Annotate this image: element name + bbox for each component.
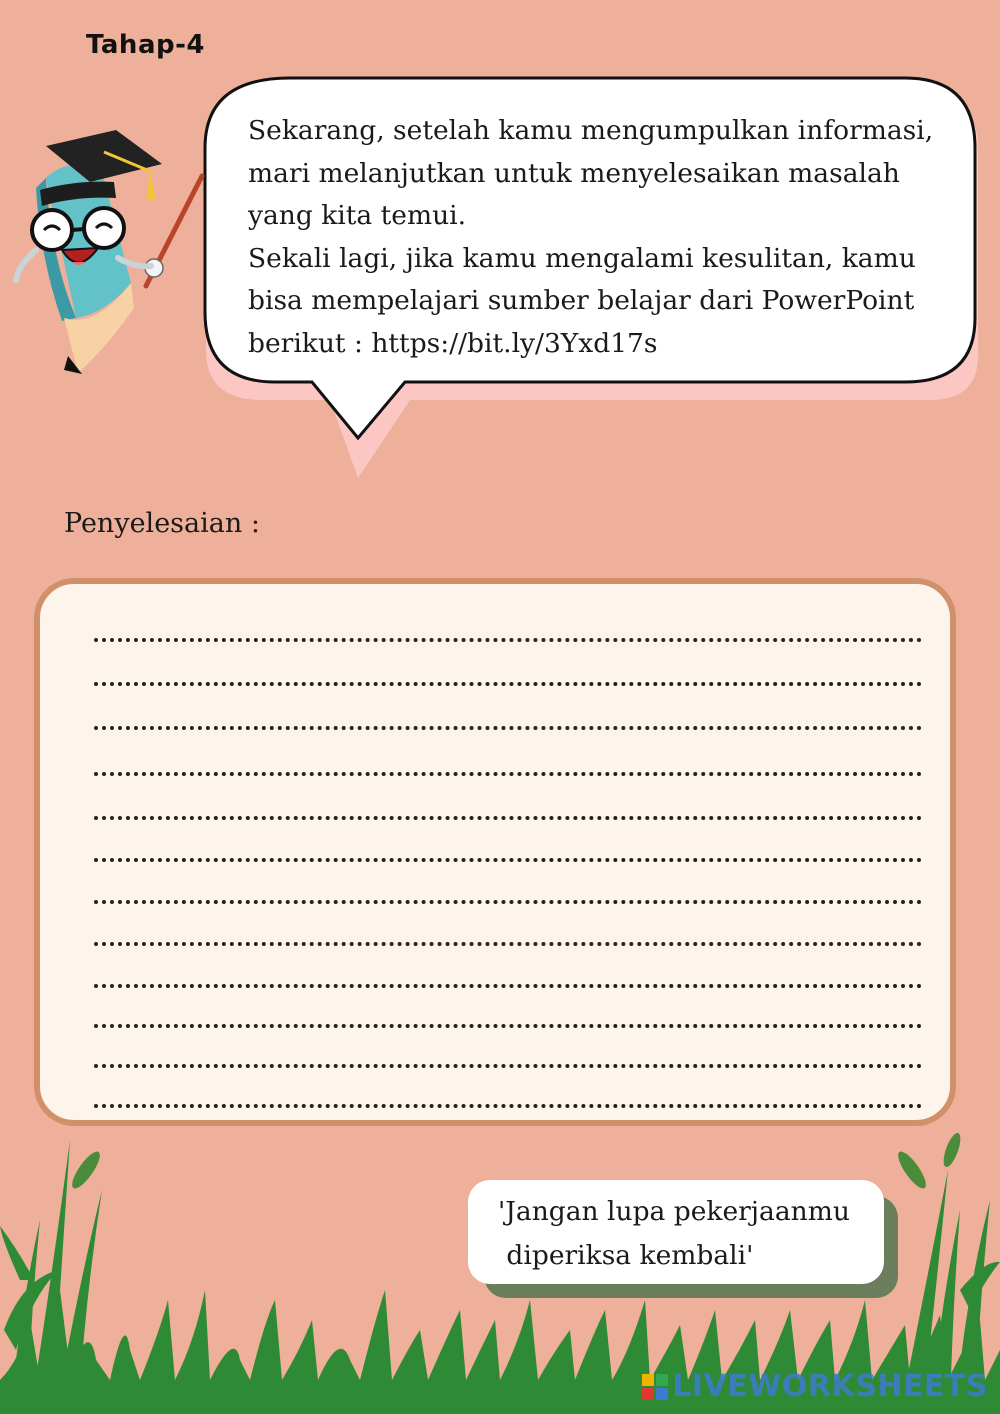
- answer-line[interactable]: [94, 682, 922, 686]
- bubble-line: Sekarang, setelah kamu mengumpulkan informasi,: [248, 115, 934, 146]
- answer-line[interactable]: [94, 638, 922, 642]
- speech-bubble-text: [248, 110, 968, 365]
- reminder-note: [468, 1180, 884, 1284]
- bubble-line: mari melanjutkan untuk menyelesaikan masalah: [248, 157, 900, 189]
- answer-line[interactable]: [94, 984, 922, 988]
- watermark-text: LIVEWORKSHEETS: [672, 1369, 988, 1404]
- answer-line[interactable]: [94, 1104, 922, 1108]
- liveworksheets-logo-icon: [642, 1374, 668, 1400]
- pencil-teacher-mascot-icon: [6, 118, 206, 388]
- bubble-line: bisa mempelajari sumber belajar dari PowerPoint: [248, 285, 915, 316]
- bubble-line: Sekali lagi, jika kamu mengalami kesulitan, kamu: [248, 242, 916, 274]
- reminder-line: 'Jangan lupa pekerjaanmu: [498, 1196, 850, 1227]
- answer-line[interactable]: [94, 772, 922, 776]
- liveworksheets-watermark[interactable]: [642, 1369, 988, 1404]
- answer-line[interactable]: [94, 816, 922, 820]
- answer-line[interactable]: [94, 1064, 922, 1068]
- answer-box[interactable]: [34, 578, 956, 1126]
- answer-line[interactable]: [94, 726, 922, 730]
- bubble-line: yang kita temui.: [248, 200, 467, 231]
- bubble-link-line[interactable]: berikut : https://bit.ly/3Yxd17s: [248, 327, 658, 359]
- answer-line[interactable]: [94, 942, 922, 946]
- answer-line[interactable]: [94, 900, 922, 904]
- answer-line[interactable]: [94, 858, 922, 862]
- answer-line[interactable]: [94, 1024, 922, 1028]
- step-title: Tahap-4: [86, 30, 205, 60]
- reminder-line: diperiksa kembali': [498, 1240, 754, 1271]
- answer-section-label: Penyelesaian :: [64, 508, 260, 539]
